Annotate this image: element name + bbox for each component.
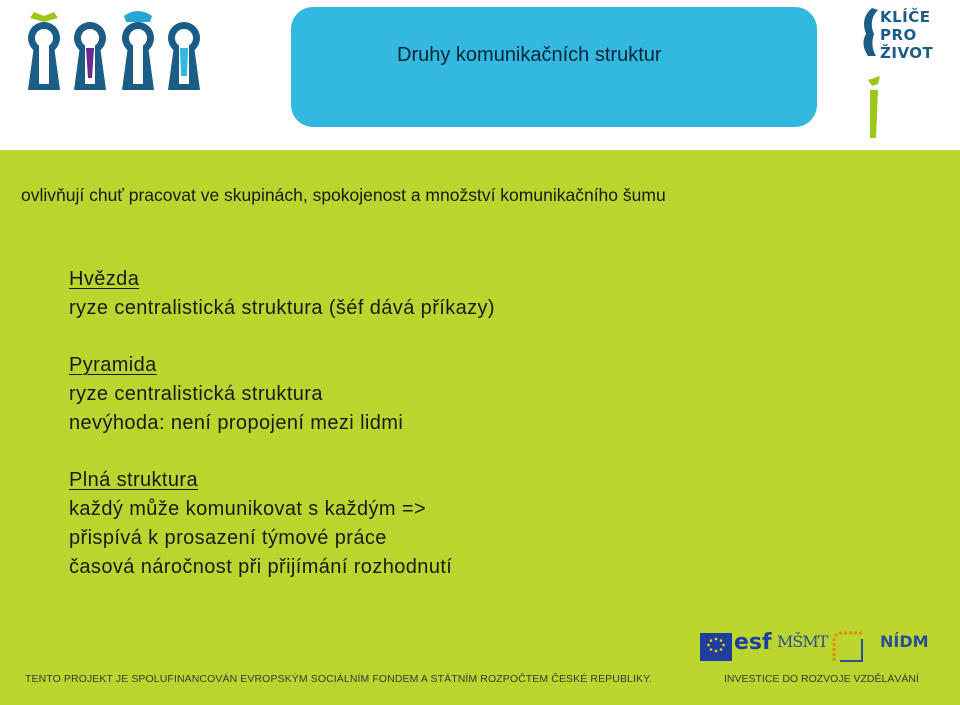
footer-investment-text: INVESTICE DO ROZVOJE VZDĚLÁVÁNÍ [724, 673, 919, 685]
structure-line: každý může komunikovat s každým => [69, 498, 427, 520]
structure-line: časová náročnost při přijímání rozhodnutí [69, 556, 453, 578]
oppk-logo-icon [832, 631, 864, 663]
logo-text-line3: ŽIVOT [880, 44, 934, 62]
structure-heading: Plná struktura [69, 469, 198, 491]
structure-heading: Pyramida [69, 354, 157, 376]
structure-line: nevýhoda: není propojení mezi lidmi [69, 412, 404, 434]
nidm-logo: NÍDM [880, 632, 929, 651]
eu-flag-icon [700, 633, 732, 661]
structure-heading: Hvězda [69, 268, 140, 290]
structure-line: ryze centralistická struktura (šéf dává příkazy) [69, 297, 495, 319]
structure-plna [69, 466, 452, 582]
structure-pyramida [69, 351, 403, 438]
title-bubble [291, 7, 817, 127]
slide-subtitle: ovlivňují chuť pracovat ve skupinách, spokojenost a množství komunikačního šumu [21, 185, 666, 205]
structure-line: ryze centralistická struktura [69, 383, 323, 405]
header [0, 0, 960, 150]
slide-title: Druhy komunikačních struktur [397, 44, 662, 66]
logo-text-line2: PRO [880, 26, 917, 44]
bubble-tail [527, 79, 567, 119]
structure-line: přispívá k prosazení týmové práce [69, 527, 387, 549]
keyholes-logo [26, 8, 206, 98]
esf-logo: esf [734, 630, 772, 655]
logo-text-line1: KLÍČE [880, 8, 931, 26]
msmt-logo: MŠMT [777, 632, 828, 651]
structure-hvezda [69, 265, 495, 323]
footer-funding-text: TENTO PROJEKT JE SPOLUFINANCOVÁN EVROPSKÝM SOCIÁLNÍM FONDEM A STÁTNÍM ROZPOČTEM ČESKÉ REPUBLIKY. [25, 673, 652, 685]
